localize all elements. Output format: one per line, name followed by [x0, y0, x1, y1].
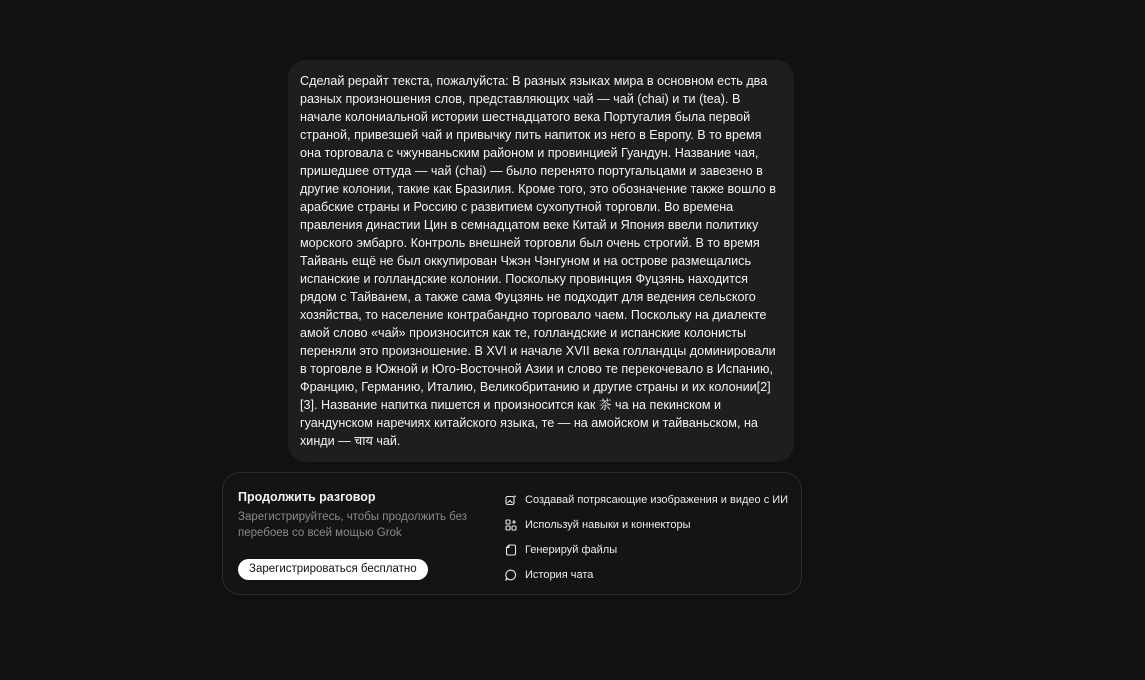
feature-item-images — [504, 487, 788, 512]
feature-label: Создавай потрясающие изображения и видео с ИИ — [525, 493, 789, 506]
signup-info — [238, 490, 488, 541]
image-sparkle-icon — [504, 493, 517, 506]
signup-card — [222, 472, 802, 595]
feature-item-history — [504, 562, 788, 587]
skills-grid-icon — [504, 518, 517, 531]
feature-label: Генерируй файлы — [525, 543, 618, 556]
feature-item-skills — [504, 512, 788, 537]
user-message-bubble — [288, 60, 794, 462]
signup-button[interactable]: Зарегистрироваться бесплатно — [238, 559, 428, 580]
signup-description: Зарегистрируйтесь, чтобы продолжить без перебоев со всей мощью Grok — [238, 511, 468, 539]
signup-title: Продолжить разговор — [238, 490, 376, 504]
feature-list — [504, 487, 788, 587]
user-message-text: Сделай рерайт текста, пожалуйста: В разных языках мира в основном есть два разных произношения слов, представляющих чай — чай (chai) и ти (tea). В начале колониальной истории шестнадцатого века Португалия была первой страной, привезшей чай и привычку пить напиток из него в Европу. В то время она торговала с чжунваньским районом и провинцией Гуандун. Название чая, пришедшее оттуда — чай (chai) — было перенято португальцами и завезено в другие колонии, такие как Бразилия. Кроме того, это обозначение также вошло в арабские страны и Россию с развитием сухопутной торговли. Во времена правления династии Цин в семнадцатом веке Китай и Япония ввели политику морского эмбарго. Контроль внешней торговли был очень строгий. В то время Тайвань ещё не был оккупирован Чжэн Чэнгуном и на острове размещались испанские и голландские колонии. Поскольку провинция Фуцзянь находится рядом с Тайванем, а также сама Фуцзянь не подходит для ведения сельского хозяйства, то население контрабандно торговало чаем. Поскольку на диалекте амой слово «чай» произносится как те, голландские и испанские колонисты переняли это произношение. В XVI и начале XVII века голландцы доминировали в торговле в Южной и Юго-Восточной Азии и слово те перекочевало в Испанию, Францию, Германию, Италию, Великобританию и другие страны и их колонии[2][3]. Название напитка пишется и произносится как 茶 ча на пекинском и гуандунском наречиях китайского языка, те — на амойском и тайваньском, на хинди — चाय чай. — [300, 74, 776, 448]
feature-label: Используй навыки и коннекторы — [525, 518, 691, 531]
file-icon — [504, 543, 517, 556]
feature-item-files — [504, 537, 788, 562]
chat-bubble-icon — [504, 568, 517, 581]
feature-label: История чата — [525, 568, 594, 581]
